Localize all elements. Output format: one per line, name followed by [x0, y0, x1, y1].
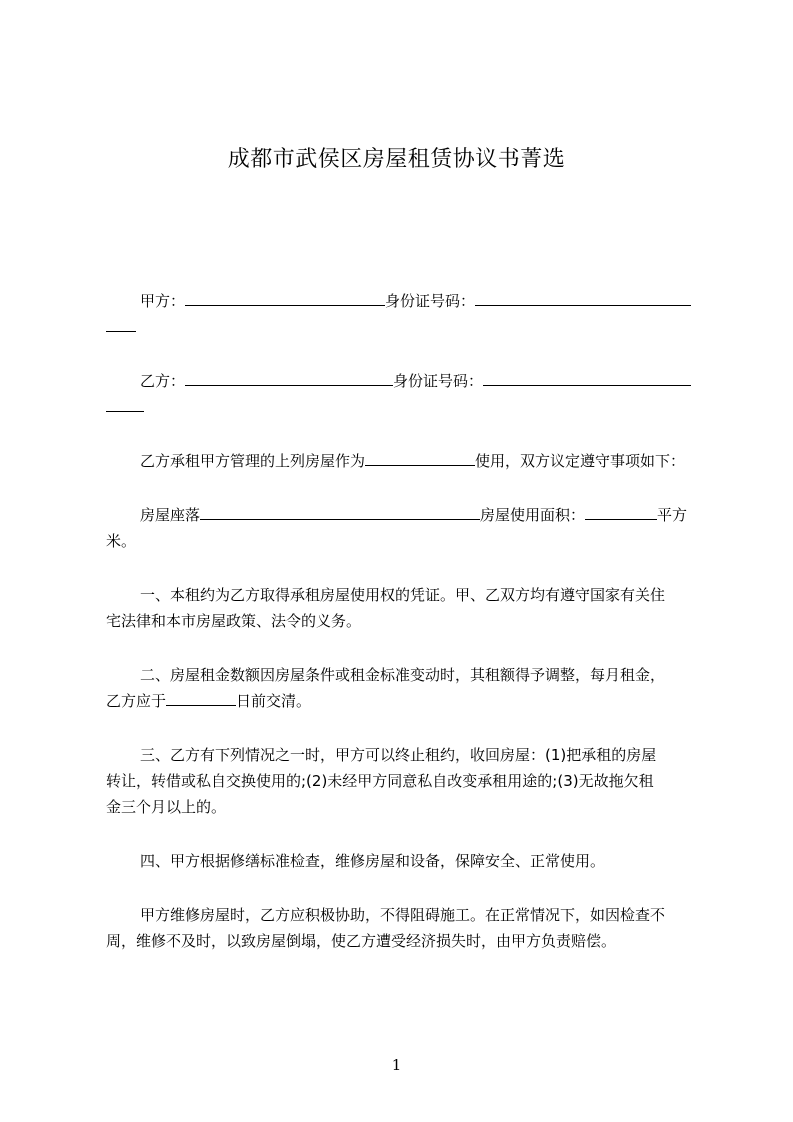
clause-2-suffix: 日前交清。 — [236, 692, 312, 710]
party-b-label: 乙方： — [140, 372, 186, 390]
pay-day-blank — [166, 692, 236, 706]
clause-1-line-1: 一、本租约为乙方取得承租房屋使用权的凭证。甲、乙双方均有遵守国家有关住 — [140, 586, 666, 604]
party-a-blank — [185, 292, 385, 306]
clause-3-line-2: 转让，转借或私自交换使用的;(2)未经甲方同意私自改变承租用途的;(3)无故拖欠租 — [106, 772, 654, 790]
party-b-blank — [185, 372, 393, 386]
intro-prefix: 乙方承租甲方管理的上列房屋作为 — [140, 452, 366, 470]
clause-5-line-1: 甲方维修房屋时，乙方应积极协助，不得阻碍施工。在正常情况下，如因检查不 — [140, 906, 666, 924]
intro-line — [140, 452, 685, 470]
clause-3-line-1: 三、乙方有下列情况之一时，甲方可以终止租约，收回房屋：(1)把承租的房屋 — [140, 746, 657, 764]
clause-2-prefix: 乙方应于 — [106, 692, 167, 710]
id-label-b: 身份证号码： — [393, 372, 484, 390]
clause-2-line-1: 二、房屋租金数额因房屋条件或租金标准变动时，其租额得予调整，每月租金， — [140, 666, 666, 684]
location-label: 房屋座落 — [140, 506, 201, 524]
clause-2-line-2 — [106, 692, 311, 710]
area-label: 房屋使用面积： — [480, 506, 586, 524]
id-b-continuation — [106, 398, 144, 416]
id-b-blank — [483, 372, 691, 386]
clause-1-line-2: 宅法律和本市房屋政策、法令的义务。 — [106, 612, 362, 630]
id-label-a: 身份证号码： — [385, 292, 476, 310]
id-a-continuation — [106, 318, 136, 336]
id-b-blank-cont — [106, 398, 144, 412]
area-unit: 平方 — [657, 506, 688, 524]
intro-suffix: 使用，双方议定遵守事项如下： — [475, 452, 686, 470]
location-line — [140, 506, 687, 524]
usage-blank — [365, 452, 475, 466]
id-a-blank — [475, 292, 691, 306]
area-unit-line: 米。 — [106, 532, 137, 550]
clause-3-line-3: 金三个月以上的。 — [106, 798, 227, 816]
party-a-label: 甲方： — [140, 292, 186, 310]
party-b-line — [140, 372, 691, 390]
clause-4-line-1: 四、甲方根据修缮标准检查，维修房屋和设备，保障安全、正常使用。 — [140, 852, 606, 870]
clause-5-line-2: 周，维修不及时，以致房屋倒塌，使乙方遭受经济损失时，由甲方负责赔偿。 — [106, 932, 617, 950]
id-a-blank-cont — [106, 318, 136, 332]
location-blank — [200, 506, 480, 520]
document-title: 成都市武侯区房屋租赁协议书菁选 — [227, 147, 566, 172]
party-a-line — [140, 292, 691, 310]
area-blank — [585, 506, 657, 520]
page-number: 1 — [391, 1056, 402, 1074]
